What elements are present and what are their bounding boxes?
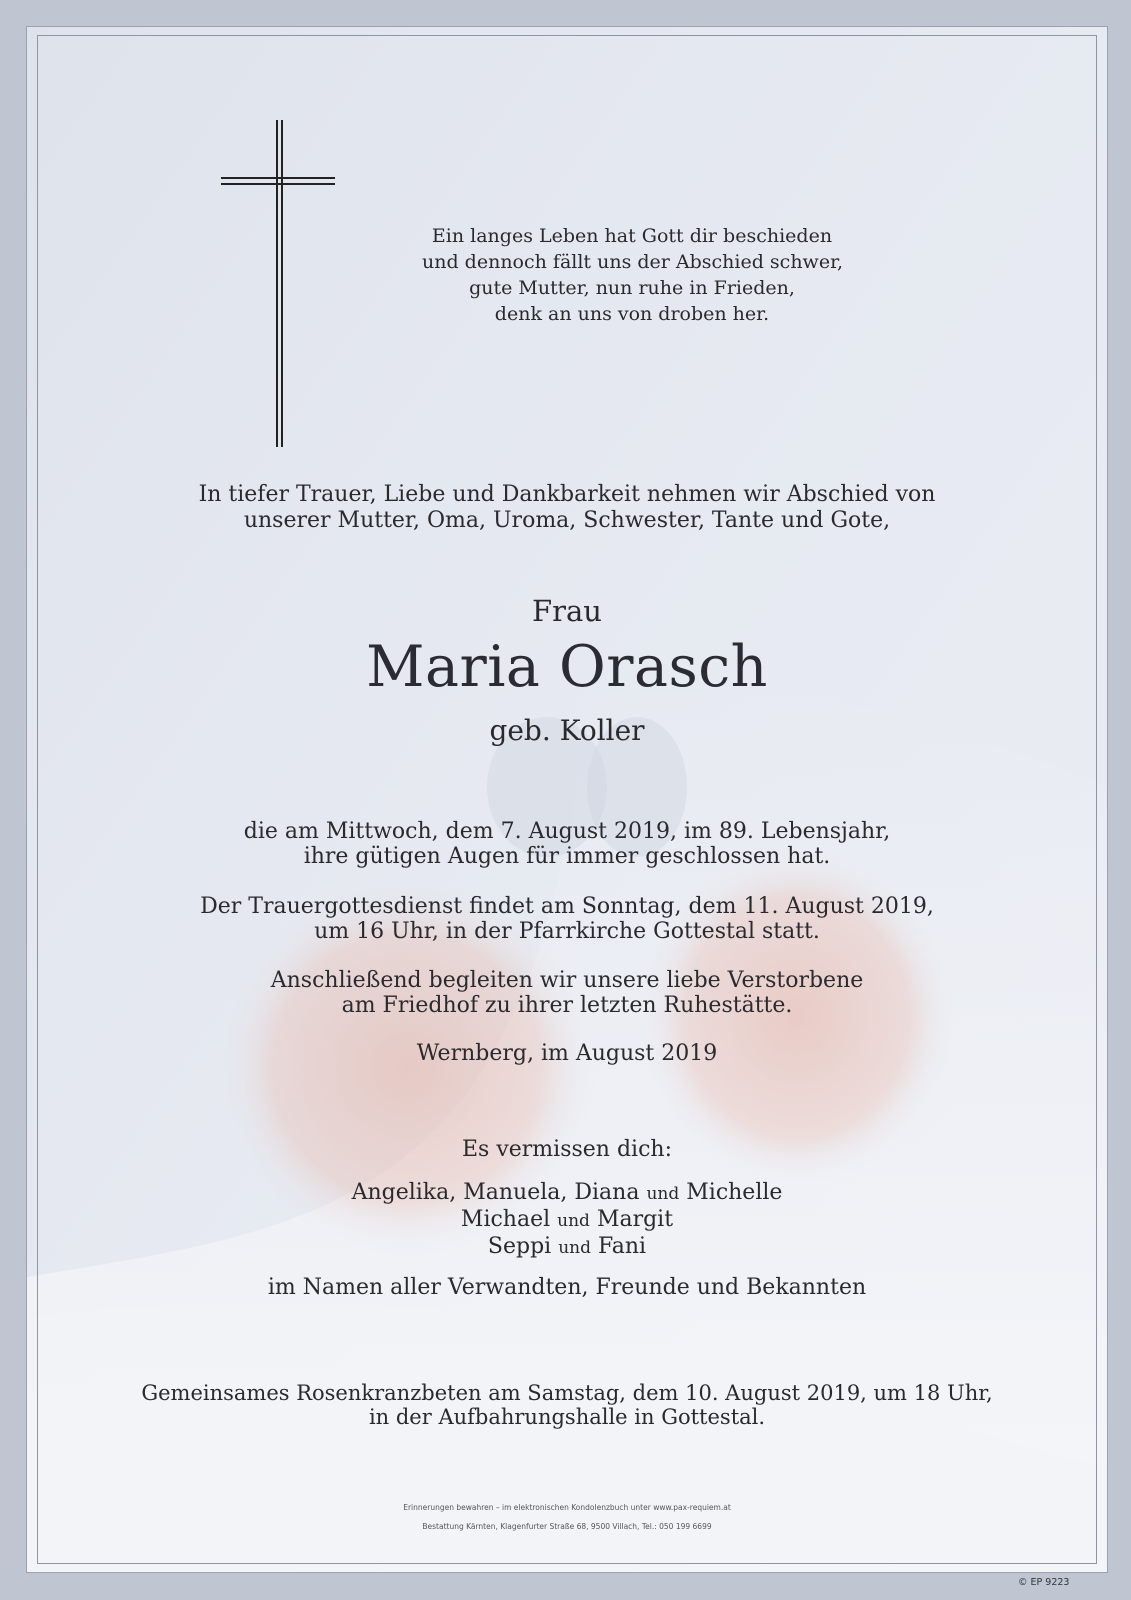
rosary-info: [27, 1381, 1107, 1429]
footer-condolence: Erinnerungen bewahren – im elektronischen Kondolenzbuch unter www.pax-requiem.at: [403, 1503, 731, 1512]
place-date: Wernberg, im August 2019: [416, 1041, 718, 1066]
mourners-line: [27, 1234, 1107, 1261]
mourner-names: Fani: [597, 1234, 647, 1259]
intro-line: unserer Mutter, Oma, Uroma, Schwester, Tante und Gote,: [243, 508, 891, 533]
conjunction: und: [558, 1238, 591, 1258]
mourner-names: Margit: [596, 1207, 674, 1232]
rosary-line: Gemeinsames Rosenkranzbeten am Samstag, dem 10. August 2019, um 18 Uhr,: [141, 1381, 993, 1405]
cross-icon-bar-2: [221, 183, 335, 185]
death-notice-line: ihre gütigen Augen für immer geschlossen hat.: [303, 844, 831, 869]
cross-icon-bar: [221, 177, 335, 179]
mourners-list: [27, 1180, 1107, 1261]
mourners-line: [27, 1180, 1107, 1207]
deceased-name: Maria Orasch: [366, 634, 768, 700]
service-line: um 16 Uhr, in der Pfarrkirche Gottestal statt.: [314, 919, 820, 944]
conjunction: und: [557, 1211, 590, 1231]
rosary-line: in der Aufbahrungshalle in Gottestal.: [368, 1405, 766, 1429]
service-line: Der Trauergottesdienst findet am Sonntag, dem 11. August 2019,: [200, 894, 934, 919]
verse-line: Ein langes Leben hat Gott dir beschieden: [431, 225, 833, 247]
death-notice: [27, 819, 1107, 869]
mourners-all: im Namen aller Verwandten, Freunde und Bekannten: [267, 1275, 867, 1300]
verse: [422, 223, 842, 327]
burial-line: Anschließend begleiten wir unsere liebe Verstorbene: [270, 968, 864, 993]
maiden-name: geb. Koller: [489, 714, 645, 747]
mourners-line: [27, 1207, 1107, 1234]
intro-line: In tiefer Trauer, Liebe und Dankbarkeit nehmen wir Abschied von: [198, 482, 936, 507]
footer-undertaker: Bestattung Kärnten, Klagenfurter Straße 68, 9500 Villach, Tel.: 050 199 6699: [422, 1522, 712, 1531]
burial-info: [27, 968, 1107, 1018]
service-info: [27, 894, 1107, 944]
mourner-names: Seppi: [487, 1234, 552, 1259]
mourner-names: Michelle: [686, 1180, 783, 1205]
death-notice-line: die am Mittwoch, dem 7. August 2019, im 89. Lebensjahr,: [243, 819, 891, 844]
cross-icon-line: [281, 120, 283, 447]
verse-line: gute Mutter, nun ruhe in Frieden,: [469, 277, 795, 299]
cross-icon: [276, 120, 278, 447]
obituary-sheet: [26, 26, 1108, 1573]
mourners-heading: Es vermissen dich:: [462, 1137, 672, 1162]
verse-line: denk an uns von droben her.: [494, 303, 770, 325]
intro-text: [27, 482, 1107, 534]
conjunction: und: [646, 1184, 680, 1204]
mourner-names: Michael: [460, 1207, 551, 1232]
mourner-names: Angelika, Manuela, Diana: [351, 1180, 640, 1205]
document-code: © EP 9223: [1018, 1577, 1070, 1588]
salutation: Frau: [532, 594, 602, 628]
verse-line: und dennoch fällt uns der Abschied schwer,: [422, 251, 844, 273]
burial-line: am Friedhof zu ihrer letzten Ruhestätte.: [341, 993, 793, 1018]
